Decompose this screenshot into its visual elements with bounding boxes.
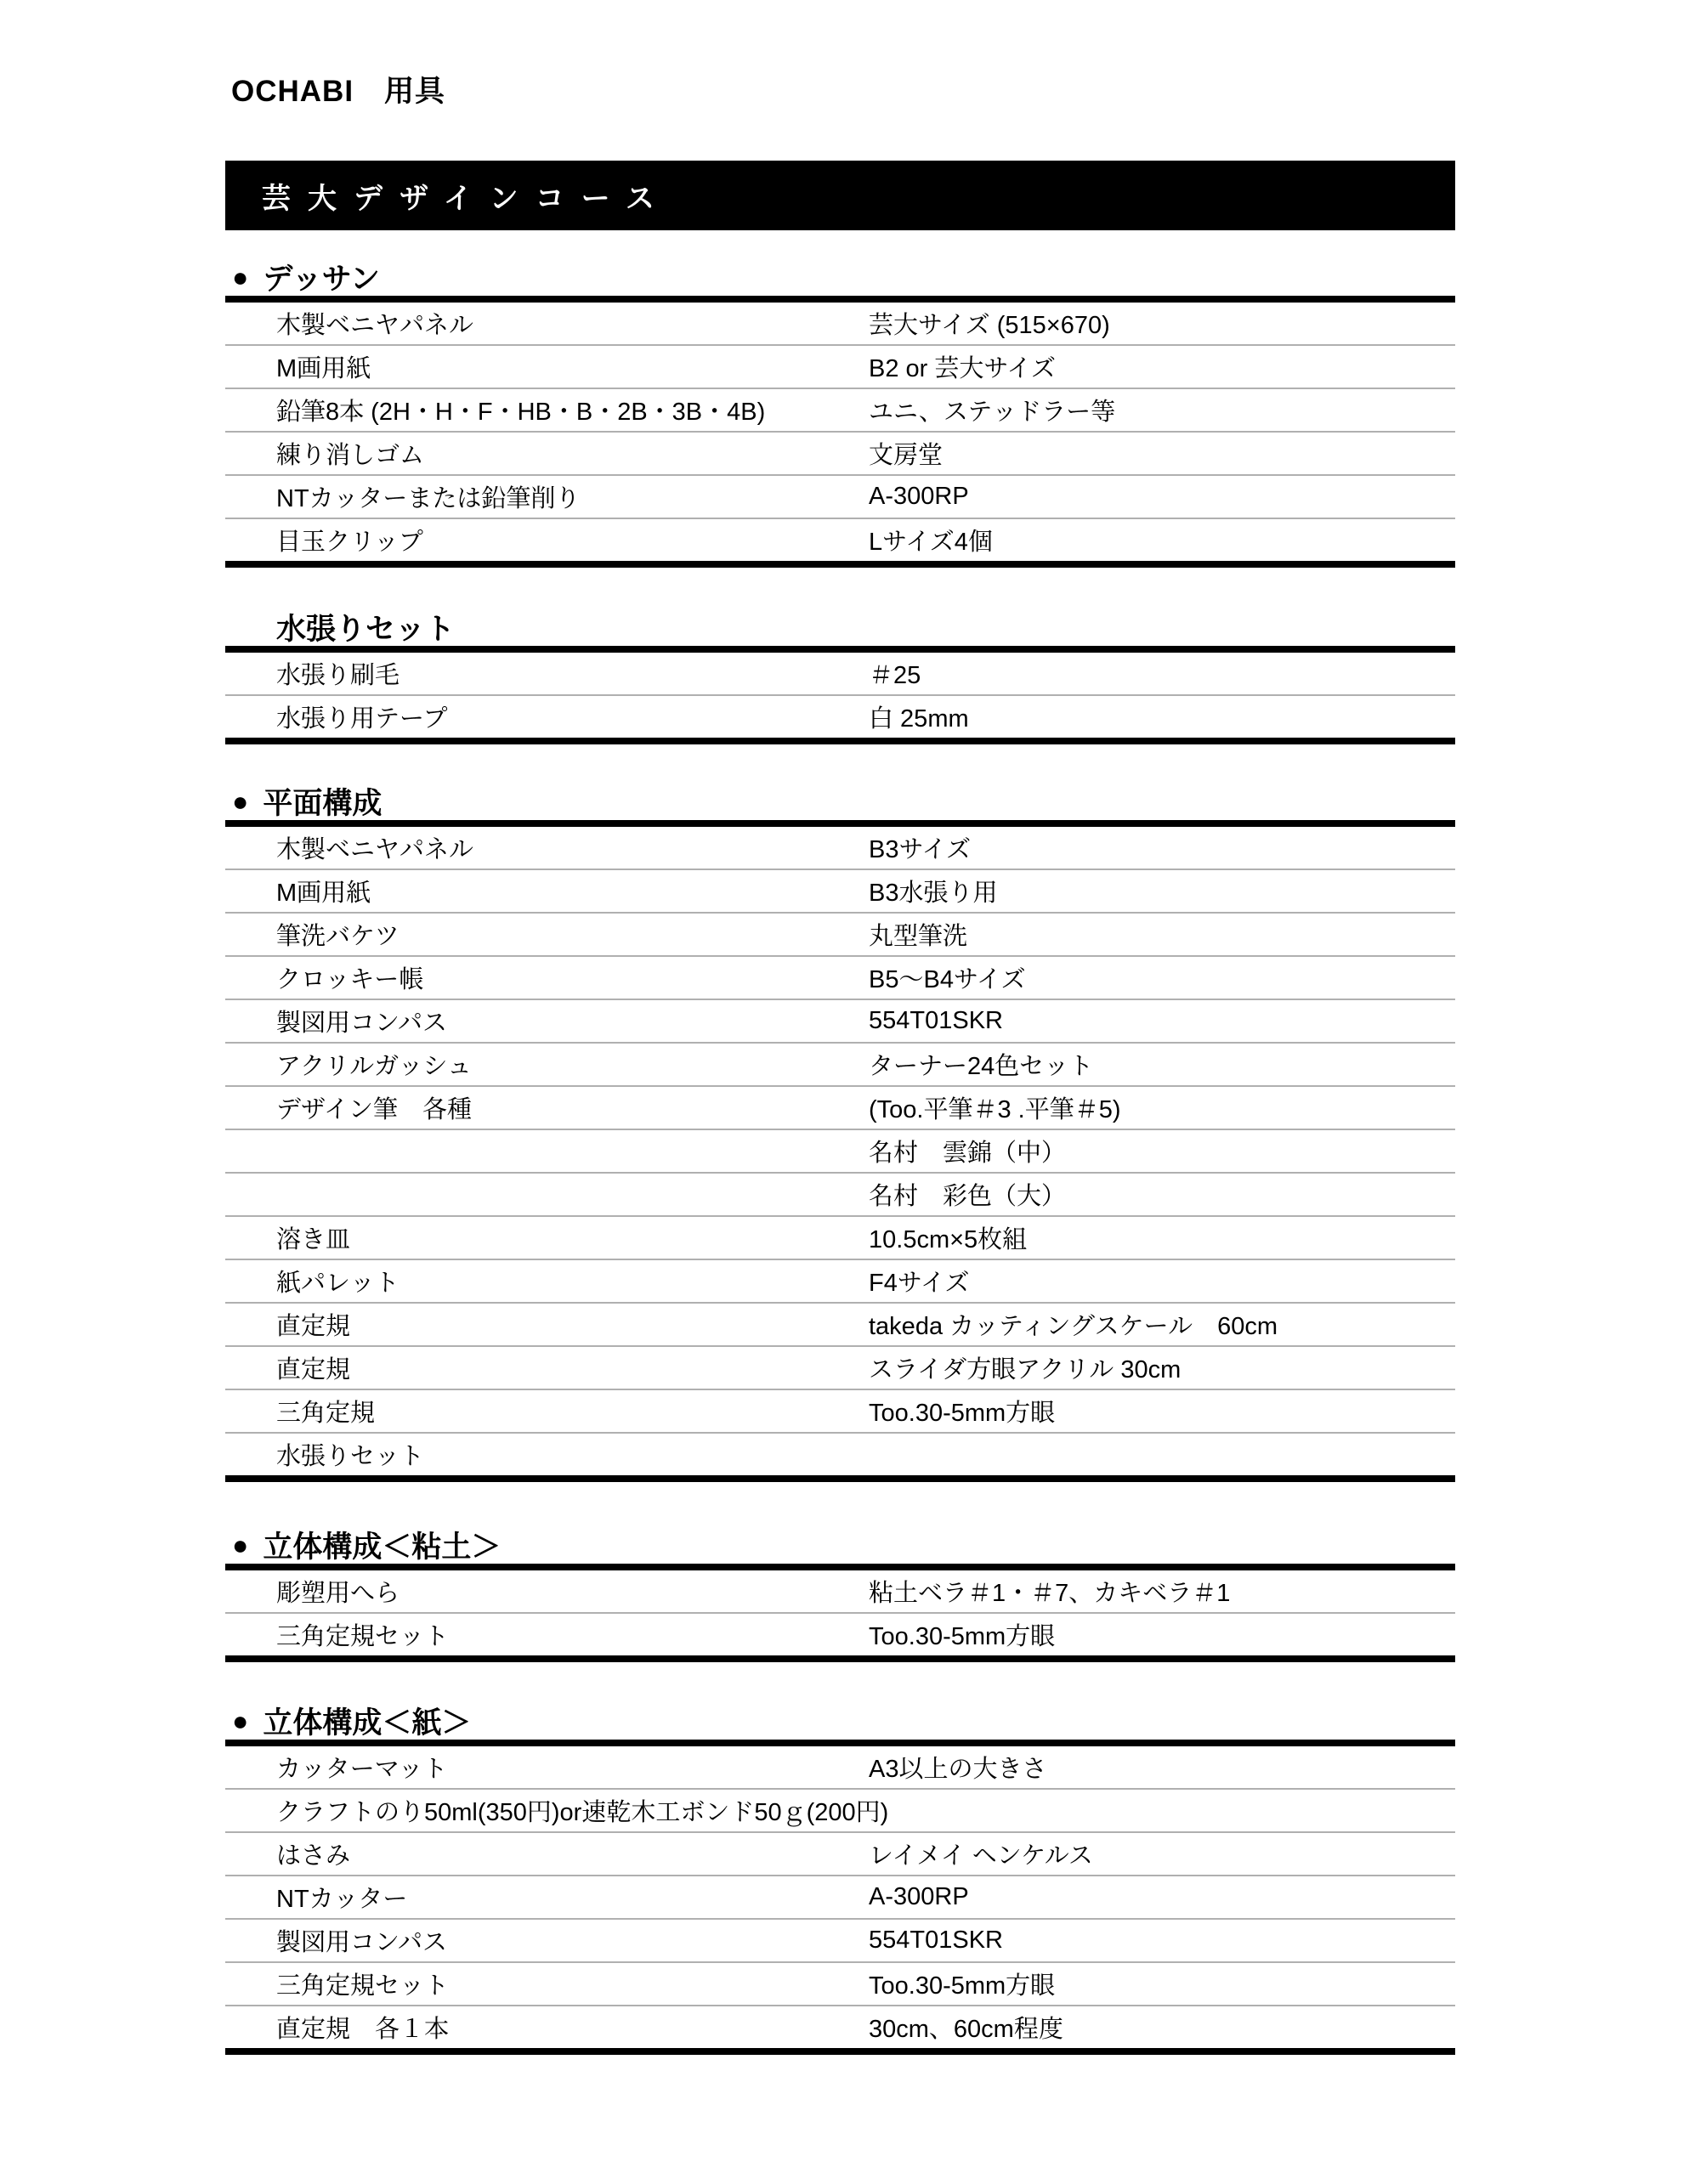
item-spec-cell: (Too.平筆＃3 .平筆＃5) [869,1096,1121,1123]
section-heading [225,608,1455,646]
table-row [225,957,1455,1000]
item-spec-cell: 粘土ベラ＃1・＃7、カキベラ＃1 [869,1580,1231,1607]
supply-section [225,1526,1455,1662]
table-row [225,1614,1455,1655]
table-row [225,2006,1455,2048]
table-row [225,653,1455,696]
table-row [225,1833,1455,1876]
table-row [225,346,1455,389]
item-spec-cell: A-300RP [869,1883,969,1910]
supply-section-list [225,258,1455,2055]
table-row [225,1390,1455,1434]
item-spec-cell: A-300RP [869,483,969,510]
item-spec-cell: 554T01SKR [869,1927,1003,1954]
item-spec-cell: ターナー24色セット [869,1053,1094,1080]
section-heading-label: 立体構成＜紙＞ [263,1706,472,1740]
table-row [225,1044,1455,1087]
item-name-cell: 三角定規 [276,1400,376,1427]
supply-section [225,783,1455,1482]
table-row [225,519,1455,561]
item-name-cell: 製図用コンパス [276,1010,447,1037]
table-row [225,1963,1455,2006]
item-spec-cell: 10.5cm×5枚組 [869,1226,1028,1253]
item-name-cell: 溶き皿 [276,1226,351,1253]
item-name-cell: 直定規 [276,1356,351,1383]
item-spec-cell: スライダ方眼アクリル 30cm [869,1356,1182,1383]
item-name-cell: カッターマット [276,1756,448,1783]
item-name-cell: 水張りセット [276,1443,425,1470]
supply-section [225,258,1455,568]
item-name-cell: 筆洗バケツ [276,923,400,950]
document-title: OCHABI 用具 [231,75,446,108]
table-row [225,914,1455,957]
section-heading [225,1702,1455,1740]
supply-table [225,1564,1455,1662]
supply-table [225,646,1455,744]
table-row [225,1434,1455,1475]
item-spec-cell: ＃25 [869,662,921,689]
item-spec-cell: 名村 彩色（大） [869,1183,1067,1210]
table-row [225,1920,1455,1963]
item-spec-cell: F4サイズ [869,1270,970,1297]
item-spec-cell: 名村 雲錦（中） [869,1140,1067,1167]
section-bullet-icon: ● [232,1706,249,1736]
item-name-cell: アクリルガッシュ [276,1053,472,1080]
supply-section [225,608,1455,744]
supply-table [225,1740,1455,2055]
table-row [225,1304,1455,1347]
supply-section [225,1702,1455,2055]
table-row [225,389,1455,433]
table-row [225,1087,1455,1130]
item-name-cell: 直定規 各１本 [276,2016,450,2043]
section-heading-label: デッサン [263,263,380,296]
item-name-cell: 三角定規セット [276,1623,450,1650]
item-spec-cell: B3水張り用 [869,880,998,907]
item-spec-cell: Lサイズ4個 [869,529,993,556]
table-row [225,1130,1455,1174]
item-spec-cell: Too.30-5mm方眼 [869,1400,1056,1427]
table-row [225,1000,1455,1044]
item-name-cell: デザイン筆 各種 [276,1096,472,1123]
table-row [225,476,1455,519]
item-name-cell: 目玉クリップ [276,529,423,556]
item-name-cell: NTカッター [276,1886,408,1913]
item-spec-cell: takeda カッティングスケール 60cm [869,1313,1278,1340]
item-name-cell: 直定規 [276,1313,351,1340]
course-banner [225,161,1455,230]
item-name-cell: 紙パレット [276,1270,400,1297]
document-content [225,0,1455,2055]
section-heading-label: 平面構成 [263,787,382,820]
item-spec-cell: 文房堂 [869,442,944,469]
table-row [225,433,1455,476]
item-spec-cell: B5～B4サイズ [869,966,1026,993]
section-heading [225,1526,1455,1564]
item-name-cell: クロッキー帳 [276,966,424,993]
item-name-cell: 木製ベニヤパネル [276,836,474,863]
table-row [225,870,1455,914]
item-spec-cell: 芸大サイズ (515×670) [869,312,1110,339]
section-heading [225,258,1455,296]
table-row [225,1570,1455,1614]
item-name-cell: 水張り刷毛 [276,662,400,689]
table-row [225,827,1455,870]
table-row [225,1347,1455,1390]
item-name-cell: 鉛筆8本 (2H・H・F・HB・B・2B・3B・4B) [276,399,766,426]
section-bullet-icon: ● [232,262,249,292]
section-heading-label: 水張りセット [276,613,456,646]
item-spec-cell: ユニ、ステッドラー等 [869,399,1116,426]
item-spec-cell: 白 25mm [869,705,969,733]
table-row [225,1790,1455,1833]
item-name-cell: 練り消しゴム [276,442,425,469]
item-name-cell: 製図用コンパス [276,1929,447,1956]
item-spec-cell: レイメイ ヘンケルス [869,1842,1093,1870]
item-spec-cell: Too.30-5mm方眼 [869,1972,1056,2000]
item-name-cell: M画用紙 [276,355,371,382]
table-row [225,696,1455,738]
course-banner-label: 芸大デザインコース [262,182,672,215]
section-bullet-icon: ● [232,1530,249,1560]
supply-table [225,296,1455,568]
item-spec-cell: 554T01SKR [869,1007,1003,1034]
section-heading-label: 立体構成＜粘土＞ [263,1530,502,1564]
item-name-cell: 三角定規セット [276,1972,450,2000]
table-row [225,1260,1455,1304]
table-row [225,1174,1455,1217]
item-name-cell: 水張り用テープ [276,705,448,733]
item-spec-cell: 30cm、60cm程度 [869,2016,1063,2043]
table-row [225,303,1455,346]
table-row [225,1217,1455,1260]
item-name-cell: 彫塑用へら [276,1580,400,1607]
item-name-cell: NTカッターまたは鉛筆削り [276,485,581,512]
item-name-cell: クラフトのり50ml(350円)or速乾木工ボンド50ｇ(200円) [276,1799,889,1826]
section-heading [225,783,1455,820]
item-spec-cell: A3以上の大きさ [869,1756,1047,1783]
supply-table [225,820,1455,1482]
item-name-cell: 木製ベニヤパネル [276,312,474,339]
item-spec-cell: B2 or 芸大サイズ [869,355,1057,382]
item-spec-cell: Too.30-5mm方眼 [869,1623,1056,1650]
table-row [225,1746,1455,1790]
item-spec-cell: 丸型筆洗 [869,923,968,950]
item-name-cell: M画用紙 [276,880,371,907]
item-spec-cell: B3サイズ [869,836,972,863]
table-row [225,1876,1455,1920]
section-bullet-icon: ● [232,786,249,817]
item-name-cell: はさみ [276,1842,351,1870]
